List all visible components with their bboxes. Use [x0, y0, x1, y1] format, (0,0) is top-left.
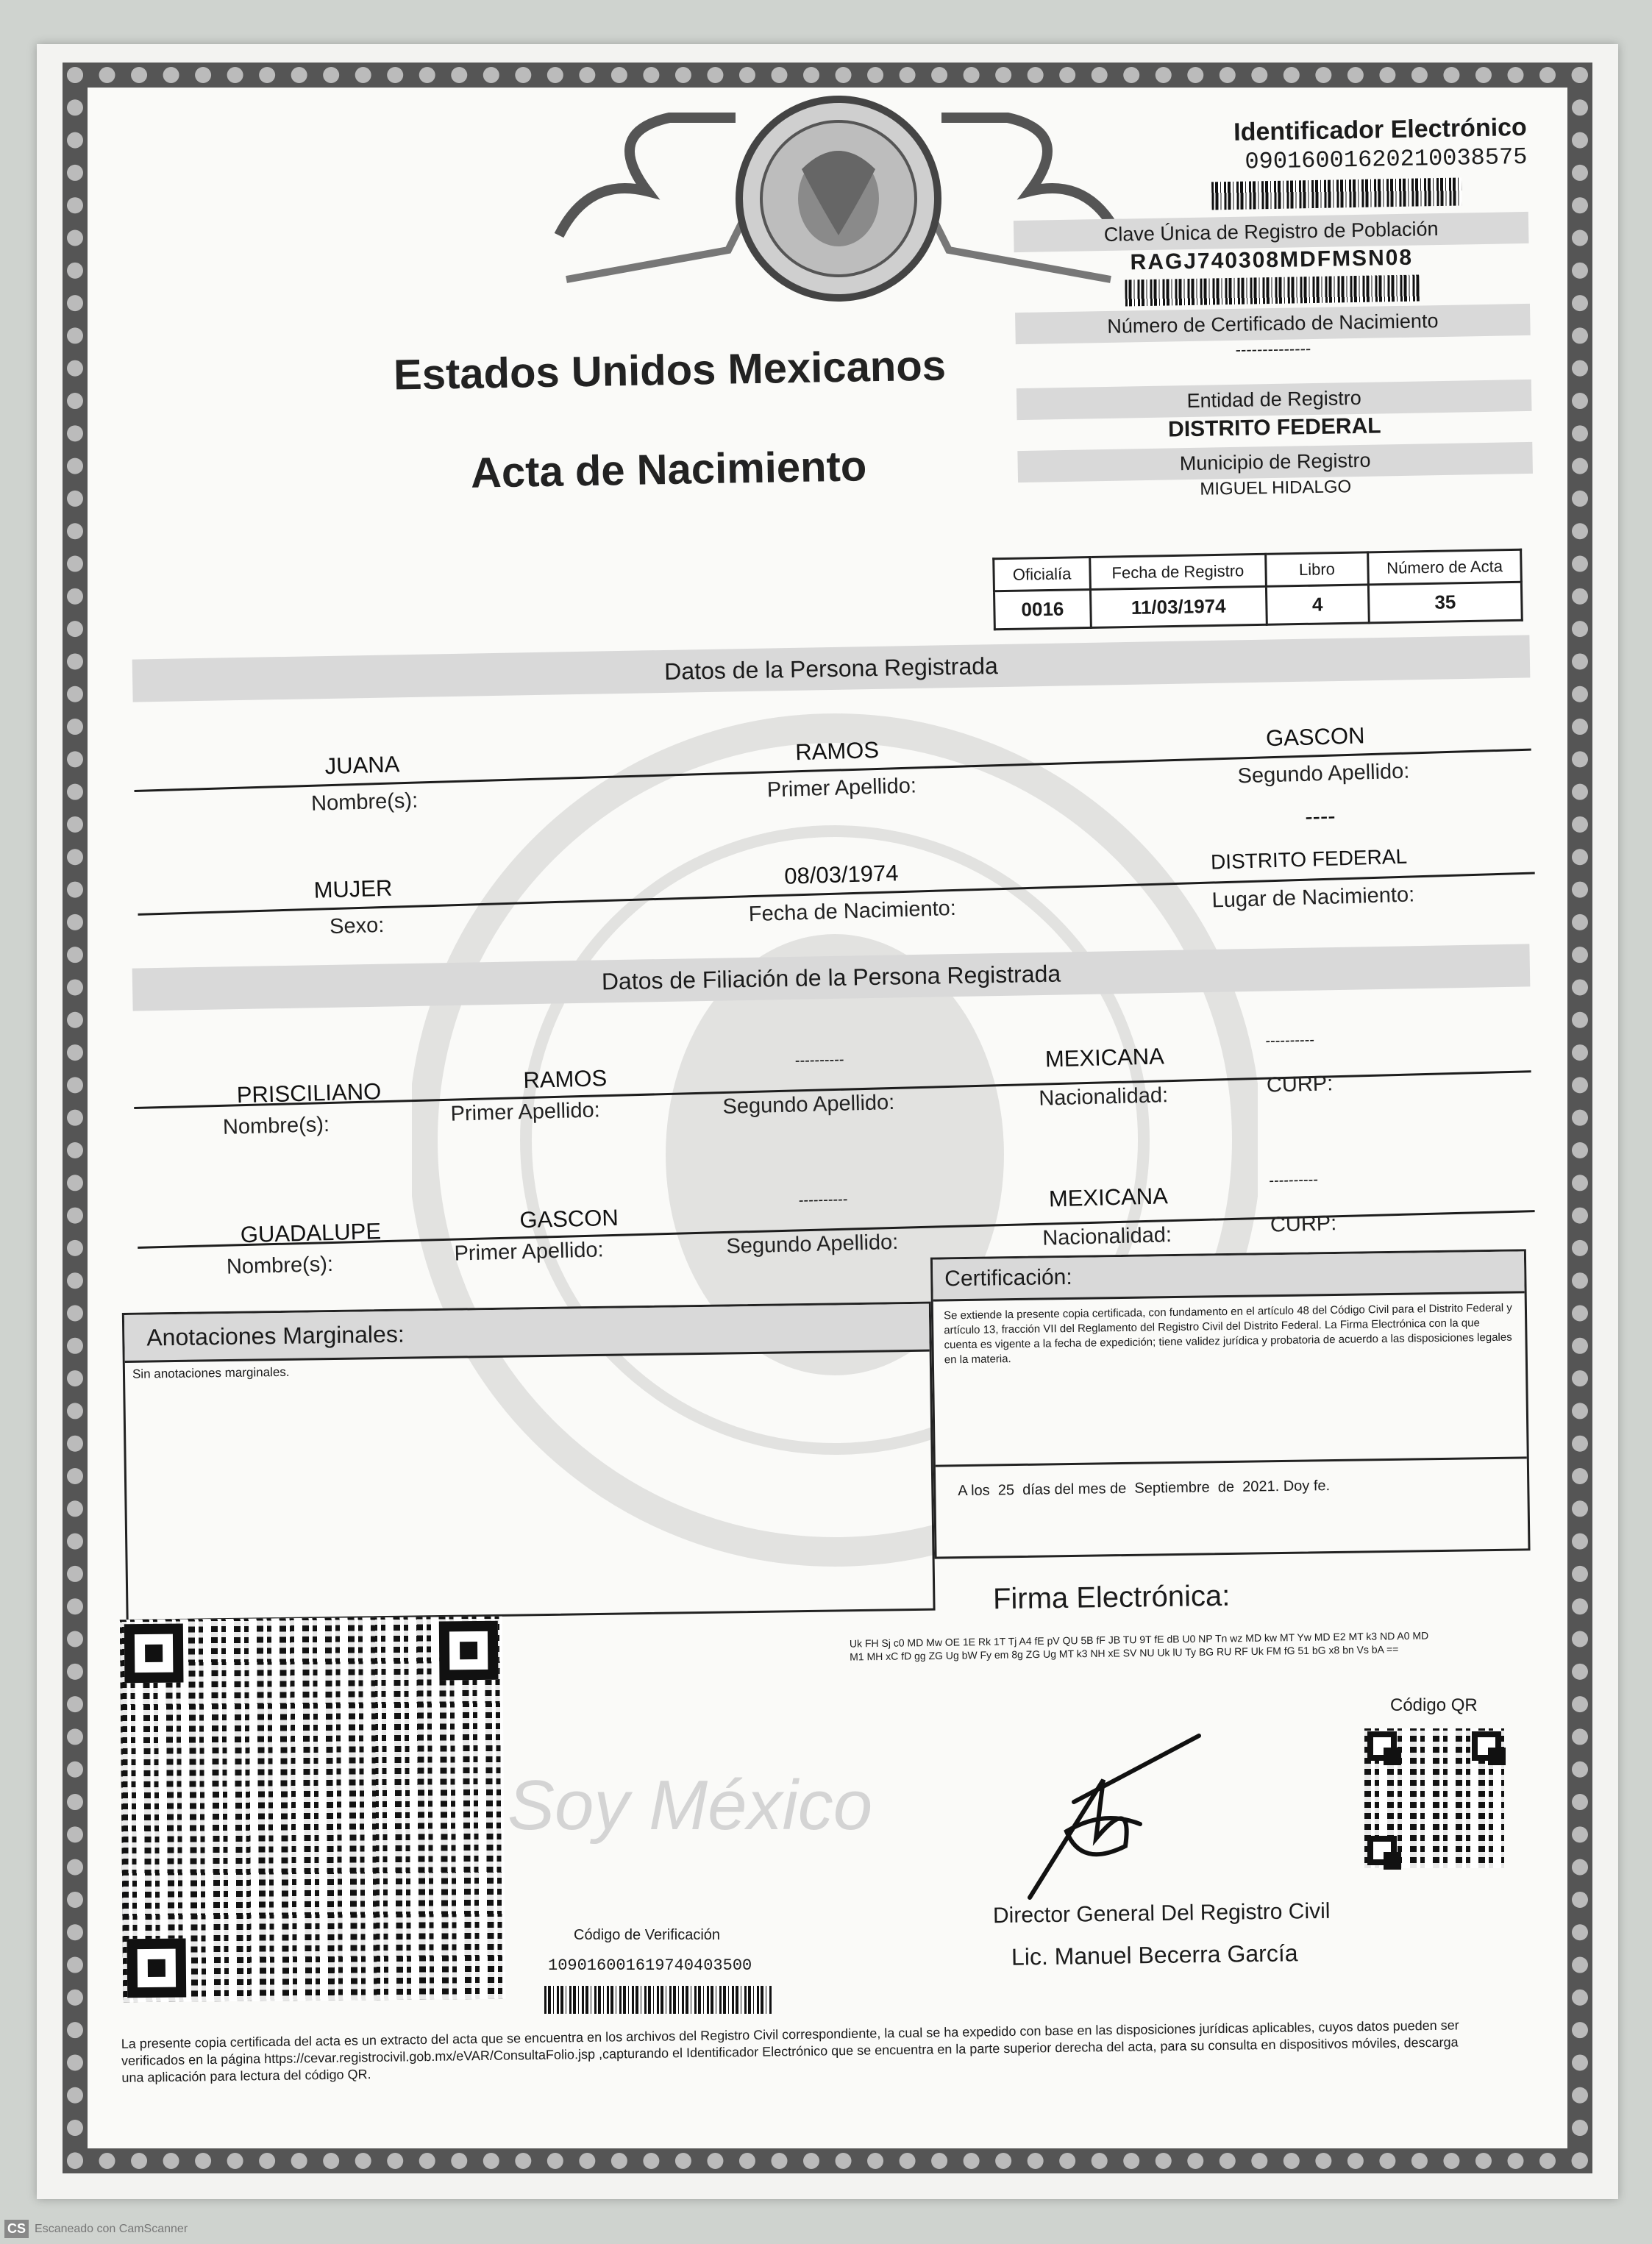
registry-fecha: 11/03/1974	[1090, 586, 1267, 627]
small-qr-code	[1364, 1728, 1504, 1868]
padre-curp-label: CURP:	[1266, 1072, 1334, 1097]
small-qr-finder-tr	[1472, 1731, 1501, 1761]
registry-header-libro: Libro	[1265, 552, 1368, 586]
madre-primer-label: Primer Apellido:	[454, 1238, 605, 1266]
camscanner-text: Escaneado con CamScanner	[35, 2222, 188, 2235]
registry-acta: 35	[1369, 582, 1523, 623]
madre-nombre-label: Nombre(s):	[226, 1252, 334, 1279]
persona-sexo: MUJER	[313, 875, 393, 903]
padre-primer-apellido: RAMOS	[522, 1065, 608, 1094]
filiacion-section-title: Datos de Filiación de la Persona Registrada	[601, 960, 1061, 995]
certificacion-fecha: A los 25 días del mes de Septiembre de 2021. Doy fe.	[958, 1478, 1331, 1500]
document-title: Acta de Nacimiento	[470, 442, 867, 497]
madre-segundo-label: Segundo Apellido:	[726, 1230, 899, 1258]
persona-lugar-label: Lugar de Nacimiento:	[1211, 883, 1415, 913]
verification-code-value: 109016001619740403500	[548, 1956, 752, 1975]
persona-primer-apellido: RAMOS	[794, 736, 880, 766]
footer-legal-text: La presente copia certificada del acta es un extracto del acta que se encuentra en los archivos del Registro Civil correspondiente, la cual se ha expedido con base en las disposiciones jurídicas aplicables, cuyos datos pueden ser verificados en la página https://cevar.registrocivil.gob.mx/eVAR/ConsultaFolio.jsp ,capturando el Identificador Electrónico que se encuentra en la parte superior derecha del acta, para su consulta en dispositivos móviles, descarga una aplicación para lectura del código QR.	[121, 2017, 1459, 2085]
certificacion-text: Se extiende la presente copia certificada, con fundamento en el artículo 48 del Código Civil para el Distrito Federal y artículo 13, fracción VII del Reglamento del Registro Civil del Distrito Federal. La Firma Electrónica con la que cuenta es vigente a la fecha de expedición; tiene validez jurídica y probatoria de acuerdo a las disposiciones legales en la materia.	[943, 1301, 1512, 1367]
anotaciones-title: Anotaciones Marginales:	[146, 1320, 405, 1351]
qr-code-label: Código QR	[1390, 1695, 1478, 1715]
curp-label: Clave Única de Registro de Población	[1014, 212, 1529, 252]
persona-segundo-label: Segundo Apellido:	[1237, 759, 1410, 788]
cert-number-value: --------------	[1235, 339, 1311, 359]
registry-table	[992, 549, 1523, 631]
madre-nombre: GUADALUPE	[240, 1218, 382, 1248]
padre-nacionalidad-label: Nacionalidad:	[1038, 1083, 1169, 1111]
director-name: Lic. Manuel Becerra García	[1011, 1940, 1298, 1970]
electronic-id-value: 09016001620210038575	[1245, 143, 1528, 176]
soy-mexico-watermark: Soy México	[508, 1766, 873, 1845]
padre-primer-label: Primer Apellido:	[450, 1098, 601, 1126]
registry-table-values	[994, 582, 1522, 630]
verification-barcode	[544, 1986, 772, 2014]
padre-segundo-apellido: ----------	[794, 1051, 844, 1069]
firma-hash: Uk FH Sj c0 MD Mw OE 1E Rk 1T Tj A4 fE pV QU 5B fF JB TU 9T fE dB U0 NP Tn wz MD kw MT Yw MD E2 MT k3 ND A0 MD M1 MH xC fD gg ZG Ug bW Fy em 8g ZG Ug MT k3 NH xE SV NU Uk lU Ty BG RU RF Uk FM fG 51 bG x8 bn Vs bA ==	[849, 1629, 1429, 1663]
certificacion-box	[930, 1249, 1531, 1559]
persona-primer-label: Primer Apellido:	[766, 774, 917, 802]
director-signature	[1015, 1728, 1206, 1905]
entity-label: Entidad de Registro	[1017, 380, 1532, 420]
qr-finder-bl	[127, 1939, 187, 1998]
madre-segundo-apellido: ----------	[798, 1191, 848, 1209]
persona-sexo-label: Sexo:	[329, 913, 385, 939]
anotaciones-text: Sin anotaciones marginales.	[132, 1364, 290, 1381]
verification-qr-code	[120, 1617, 506, 2003]
padre-curp: ----------	[1265, 1031, 1315, 1050]
entity-value: DISTRITO FEDERAL	[1167, 413, 1381, 442]
registry-header-fecha: Fecha de Registro	[1090, 554, 1266, 589]
persona-fecha-nac: 08/03/1974	[783, 860, 899, 889]
filiacion-block	[132, 1008, 1536, 1287]
director-title: Director General Del Registro Civil	[992, 1898, 1331, 1928]
electronic-id-barcode	[1211, 177, 1462, 210]
persona-nombre-label: Nombre(s):	[310, 788, 419, 816]
madre-curp-label: CURP:	[1270, 1211, 1337, 1237]
certificacion-title: Certificación:	[944, 1264, 1072, 1292]
persona-segundo-apellido: GASCON	[1265, 722, 1365, 752]
camscanner-logo: CS	[4, 2220, 29, 2238]
anotaciones-box	[122, 1302, 936, 1622]
camscanner-badge	[4, 2220, 188, 2238]
madre-primer-apellido: GASCON	[519, 1204, 619, 1233]
verification-code-label: Código de Verificación	[574, 1927, 721, 1943]
registry-oficialia: 0016	[994, 589, 1091, 629]
right-panel	[1012, 113, 1534, 503]
persona-section-title: Datos de la Persona Registrada	[663, 652, 999, 685]
padre-nombre: PRISCILIANO	[236, 1078, 382, 1108]
cert-number-label: Número de Certificado de Nacimiento	[1015, 304, 1531, 344]
qr-finder-tr	[439, 1621, 499, 1681]
curp-value: RAGJ740308MDFMSN08	[1130, 245, 1414, 275]
padre-nacionalidad: MEXICANA	[1044, 1043, 1165, 1072]
country-title: Estados Unidos Mexicanos	[393, 341, 947, 399]
persona-nombre: JUANA	[324, 751, 400, 780]
persona-block	[132, 687, 1537, 971]
padre-nombre-label: Nombre(s):	[222, 1113, 330, 1139]
firma-title: Firma Electrónica:	[992, 1579, 1231, 1616]
annotations-certification-area	[121, 1249, 1531, 1622]
small-qr-finder-bl	[1367, 1836, 1397, 1865]
small-qr-finder-tl	[1367, 1731, 1397, 1761]
madre-nacionalidad: MEXICANA	[1048, 1183, 1169, 1212]
municipio-value: MIGUEL HIDALGO	[1200, 477, 1352, 499]
persona-lugar-nac: DISTRITO FEDERAL	[1210, 844, 1408, 874]
electronic-id-label: Identificador Electrónico	[1233, 113, 1528, 146]
registry-header-acta: Número de Acta	[1368, 549, 1522, 585]
qr-finder-tl	[124, 1624, 184, 1684]
registry-header-oficialia: Oficialía	[994, 557, 1091, 591]
persona-curp-dash: ----	[1304, 802, 1336, 830]
municipio-label: Municipio de Registro	[1017, 442, 1533, 482]
madre-curp: ----------	[1269, 1171, 1319, 1189]
registry-libro: 4	[1266, 585, 1369, 624]
madre-nacionalidad-label: Nacionalidad:	[1042, 1223, 1172, 1250]
padre-segundo-label: Segundo Apellido:	[722, 1090, 895, 1119]
persona-fecha-label: Fecha de Nacimiento:	[748, 896, 957, 927]
curp-barcode	[1125, 275, 1420, 307]
